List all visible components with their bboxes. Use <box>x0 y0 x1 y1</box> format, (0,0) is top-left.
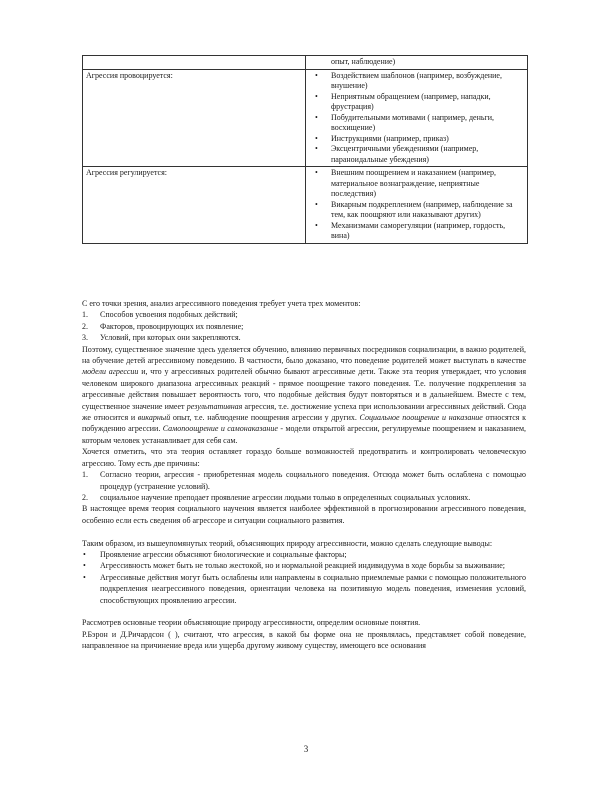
numbered-item <box>82 332 526 343</box>
text-run: агрессия, т.е. достижение успеха при использовании агрессивных действий. Сюда же относится и <box>82 401 526 423</box>
emphasis: Самопоощрение и самонаказание <box>162 424 278 434</box>
page-number: 3 <box>303 744 309 754</box>
text-run: - модели открытой агрессии, регулируемые поощрением и наказанием, которым человек устанавливает для себя сам. <box>82 424 527 445</box>
item-text: Проявление агрессии объясняют биологические и социальные факторы; <box>100 549 347 559</box>
item-text: Факторов, провоцирующих их появление; <box>100 321 244 331</box>
paragraph: Таким образом, из вышеупомянутых теорий, объясняющих природу агрессивности, можно сделать следующие выводы: <box>82 538 493 548</box>
paragraph: В настоящее время теория социального научения является наиболее эффективной в прогнозировании агрессивного поведения, особенно если есть сведения об агрессоре и ситуации социального развития. <box>82 504 526 525</box>
spacer <box>82 526 526 537</box>
table-cell-empty <box>83 56 306 70</box>
item-text: Агрессивность может быть не только жестокой, но и нормальной реакцией индивидуума в ходе борьбы за выживание; <box>100 561 505 571</box>
list-item: • Внешним поощрением и наказанием (например, материальное вознаграждение, неприятные последствия) <box>331 168 524 200</box>
table-cell-label: Агрессия провоцируется: <box>83 69 306 167</box>
list-item: • Неприятным обращением (например, нападки, фрустрация) <box>331 92 524 113</box>
item-number: 1. <box>82 310 88 320</box>
text-run: Поэтому, существенное значение здесь уделяется обучению, влиянию первичных посредников социализации, в важно родителей, на обучение детей агрессивному поведению. В частности, было доказано, что поведение родителей может выступать в качестве <box>82 344 526 366</box>
numbered-item <box>82 469 526 492</box>
paragraph: С его точки зрения, анализ агрессивного поведения требует учета трех моментов: <box>82 299 361 308</box>
table-row <box>83 167 528 244</box>
spacer <box>82 606 526 617</box>
table-cell <box>306 69 528 167</box>
item-text: социальное научение преподает проявление агрессии людьми только в определенных социальных условиях. <box>100 492 471 502</box>
table-cell-label: Агрессия регулируется: <box>83 167 306 244</box>
list-item: • Побудительными мотивами ( например, деньги, восхищение) <box>331 113 524 134</box>
table-row <box>83 56 528 70</box>
bullet-list <box>309 71 524 166</box>
text-run: опыт, т.е. наблюдение поощрения агрессии у других. <box>170 413 360 423</box>
bullet-item <box>82 560 526 571</box>
numbered-item <box>82 492 526 503</box>
table-cell <box>306 56 528 70</box>
list-item: • Инструкциями (например, приказ) <box>331 134 524 145</box>
table-row <box>83 69 528 167</box>
bullet-item <box>82 549 526 560</box>
list-item: • Эксцентричными убеждениями (например, параноидальные убеждения) <box>331 144 524 165</box>
paragraph: Рассмотрев основные теории объясняющие природу агрессивности, определим основные понятия. <box>82 618 421 628</box>
bullet-list <box>309 168 524 242</box>
behavior-table <box>82 55 528 244</box>
paragraph <box>82 344 526 447</box>
bullet-icon: • <box>83 572 86 582</box>
item-text: Условий, при которых они закрепляются. <box>100 333 241 343</box>
list-item: • Викарным подкреплением (например, наблюдение за тем, как поощряют или наказывают других) <box>331 200 524 221</box>
emphasis: результативная <box>186 401 243 411</box>
list-item: • Воздействием шаблонов (например, возбуждение, внушение) <box>331 71 524 92</box>
item-number: 2. <box>82 492 88 502</box>
table-cell <box>306 167 528 244</box>
item-text: Способов усвоения подобных действий; <box>100 310 238 320</box>
body-text <box>82 298 526 652</box>
emphasis: Социальное поощрение и наказание <box>359 413 483 423</box>
emphasis: модели агрессии <box>82 367 139 377</box>
bullet-item <box>82 572 526 606</box>
text-run: и, что у агрессивных родителей обычно бывают агрессивные дети. Также эта теория утверждает, что условия человеком широкого диапазона агрессивных реакций - прямое поощрение такого поведения. Т.е. получение подкрепления за агрессивные действия повышает вероятность того, что подобные действия будут повторяться и в дальнейшем. Вместе с тем, существенное значение имеет <box>82 367 527 411</box>
item-number: 1. <box>82 470 88 480</box>
item-text: Согласно теории, агрессия - приобретенная модель социального поведения. Отсюда может быть ослаблена с помощью процедур (устранение условий). <box>100 470 526 491</box>
paragraph: Р.Бэрон и Д.Ричардсон ( ), считают, что агрессия, в какой бы форме она не проявлялась, представляет собой поведение, направленное на причинение вреда или ущерба другому живому существу, имеющего все основания <box>82 629 526 651</box>
numbered-item <box>82 321 526 332</box>
item-number: 3. <box>82 333 88 343</box>
bullet-icon: • <box>83 561 86 571</box>
bullet-icon: • <box>83 549 86 559</box>
paragraph: Хочется отметить, что эта теория оставляет гораздо больше возможностей предотвратить и контролировать человеческую агрессию. Тому есть две причины: <box>82 447 526 468</box>
table-cell-text: опыт, наблюдение) <box>331 57 396 66</box>
list-item: • Механизмами саморегуляции (например, гордость, вина) <box>331 221 524 242</box>
text-run: относятся к побуждению агрессии. <box>82 413 527 434</box>
numbered-item <box>82 309 526 320</box>
item-number: 2. <box>82 321 88 331</box>
item-text: Агрессивные действия могут быть ослаблены или направлены в социально приемлемые рамки с помощью положительного подкрепления неагрессивного поведения, ориентации человека на позитивную модель поведения, изменения условий, способствующих проявлению агрессии. <box>100 572 526 605</box>
emphasis: викарный <box>137 413 171 423</box>
